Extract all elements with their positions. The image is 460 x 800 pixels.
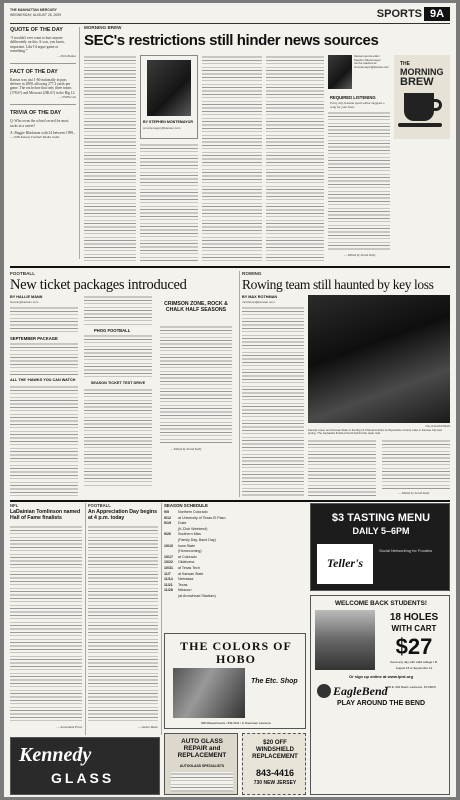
schedule-opponent: Texas bbox=[178, 582, 188, 587]
editor-photo bbox=[328, 55, 352, 89]
eaglebend-signup: Or sign up online at www.lprd.org bbox=[348, 674, 414, 679]
fact-source: — ESPN.com bbox=[58, 95, 76, 100]
quote-title: QUOTE OF THE DAY bbox=[10, 27, 63, 33]
kennedy-glass: GLASS bbox=[51, 770, 115, 786]
quote-text: “I wouldn't ever want to hurt anyone deliberately on this. It was, you know, important. Like I'd argue game or something.” bbox=[10, 36, 65, 54]
schedule-opponent: (K-Club Weekend) bbox=[178, 526, 208, 531]
section-rule bbox=[10, 500, 450, 502]
eaglebend-note: Good any day with valid college I.D. bbox=[390, 660, 438, 664]
golf-photo bbox=[315, 610, 375, 670]
page-number: 9A bbox=[429, 8, 445, 20]
schedule-date: 11/28 bbox=[164, 588, 173, 593]
rowing-article bbox=[242, 271, 450, 499]
schedule-date: 9/26 bbox=[164, 532, 171, 537]
tellers-name: Teller's bbox=[326, 556, 364, 570]
nfl-signoff: — Associated Press bbox=[56, 725, 82, 729]
schedule-opponent: Oklahoma bbox=[178, 560, 195, 565]
rowing-byline: BY MAX ROTHMAN bbox=[242, 295, 278, 299]
ad-heading-line: AUTO GLASS bbox=[181, 738, 223, 745]
newspaper-page bbox=[4, 3, 456, 797]
eaglebend-ad bbox=[310, 595, 450, 795]
season-test-drive-subhead: SEASON TICKET TEST DRIVE bbox=[90, 381, 146, 385]
pullquote-crimson-zone: CRIMSON ZONE, ROCK & CHALK HALF SEASONS bbox=[164, 301, 228, 313]
required-listening-title: REQUIRED LISTENING bbox=[330, 95, 376, 100]
author-photo-box bbox=[140, 55, 198, 139]
eaglebend-price: $27 bbox=[395, 634, 433, 659]
app-signoff: — Austin Mann bbox=[138, 725, 158, 729]
coupon-heading bbox=[243, 740, 306, 761]
eaglebend-dates: August 16 to September 12 bbox=[395, 666, 433, 670]
eaglebend-welcome: WELCOME BACK STUDENTS! bbox=[335, 600, 427, 607]
schedule-opponent: Southern Miss bbox=[178, 532, 201, 537]
kennedy-glass-ad bbox=[10, 737, 160, 795]
trivia-question: Q: Who owns the school record for most sacks in a career? bbox=[10, 119, 69, 128]
schedule-opponent: Duke bbox=[178, 521, 187, 526]
schedule-opponent: at Kansas State bbox=[178, 571, 204, 576]
tellers-time: DAILY 5–6PM bbox=[352, 526, 410, 536]
trivia-source: — 2009 Kansas Football Media Guide bbox=[10, 135, 60, 140]
tellers-headline: $3 TASTING MENU bbox=[331, 512, 431, 524]
schedule-date: 10/31 bbox=[164, 565, 173, 570]
morning-brew-logo bbox=[394, 55, 450, 139]
eaglebend-with-cart: WITH CART bbox=[391, 624, 437, 633]
autoglass-body bbox=[171, 772, 233, 792]
editor-caption: Kansan sports editor Stephen Montemayor can be reached at smontemayor@kansan.com bbox=[354, 54, 389, 69]
coffee-cup-handle bbox=[432, 99, 442, 111]
football-article bbox=[10, 271, 236, 499]
article-text bbox=[308, 439, 376, 497]
section-label: SPORTS bbox=[376, 8, 422, 20]
article-text bbox=[10, 306, 78, 334]
masthead-rule bbox=[10, 23, 450, 24]
rowing-photo-credit: File photo/KANSAN bbox=[425, 424, 450, 428]
nfl-kicker: NFL bbox=[10, 503, 19, 508]
hobo-bags-photo bbox=[173, 668, 245, 718]
trivia-title: TRIVIA OF THE DAY bbox=[10, 110, 62, 117]
ad-heading-line: $20 OFF bbox=[263, 740, 287, 746]
author-photo bbox=[147, 60, 191, 116]
schedule-opponent: (Homecoming) bbox=[178, 549, 202, 554]
eaglebend-logo-icon bbox=[317, 684, 331, 698]
editor-photo-box bbox=[328, 54, 389, 91]
fact-title: FACT OF THE DAY bbox=[10, 68, 58, 75]
sidebar bbox=[10, 27, 76, 267]
schedule-opponent: Iowa State bbox=[178, 543, 195, 548]
article-text bbox=[140, 143, 198, 261]
rowing-signoff: — Edited by Sarah Kelly bbox=[398, 491, 430, 495]
schedule-opponent: Northern Colorado bbox=[178, 510, 208, 514]
schedule-opponent: (Family Day, Band Day) bbox=[178, 537, 216, 542]
schedule-date: 10/22 bbox=[164, 560, 173, 565]
autoglass-sub: AUTOGLASS SPECIALISTS bbox=[179, 764, 225, 768]
schedule-date: 9/5 bbox=[164, 510, 169, 514]
column-rule bbox=[85, 503, 86, 735]
author-email: smontemayor@kansan.com bbox=[143, 126, 181, 130]
ad-heading-line: WINDSHIELD bbox=[256, 747, 294, 753]
article-text bbox=[88, 525, 158, 723]
article-text bbox=[242, 306, 304, 496]
rowing-photo bbox=[308, 295, 450, 423]
trivia-answer: A: Reggie Blackmon with 24 between 1999– bbox=[10, 131, 75, 136]
section-rule bbox=[10, 266, 450, 268]
article-text bbox=[202, 55, 262, 261]
coffee-cup-icon bbox=[404, 93, 434, 121]
ad-heading-line: REPLACEMENT bbox=[177, 752, 227, 759]
football-signoff: — Edited by Sarah Kelly bbox=[170, 447, 202, 451]
appreciation-brief bbox=[88, 503, 158, 735]
schedule-row bbox=[164, 594, 238, 600]
hobo-title: THE COLORS OF HOBO bbox=[180, 639, 292, 666]
article-text bbox=[84, 388, 152, 488]
schedule-date: 9/19 bbox=[164, 521, 171, 526]
sidebar-divider bbox=[10, 104, 76, 105]
kennedy-logo: Kennedy bbox=[19, 744, 92, 766]
hobo-address: 928 Massachusetts • 843-0611 • In Downtown Lawrence bbox=[201, 721, 271, 725]
article-text bbox=[10, 342, 78, 376]
sidebar-rule bbox=[79, 27, 80, 259]
schedule-opponent: at Texas Tech bbox=[178, 565, 200, 570]
morning-brew-signoff: — Edited by Sarah Kelly bbox=[344, 253, 376, 257]
season-schedule bbox=[164, 503, 238, 633]
logo-brew: BREW bbox=[400, 76, 434, 88]
football-kicker: FOOTBALL bbox=[10, 271, 36, 276]
article-text bbox=[328, 111, 390, 251]
app-headline: An Appreciation Day begins at 4 p.m. today bbox=[88, 509, 157, 521]
tellers-logo-box bbox=[317, 544, 373, 584]
schedule-date: 10/10 bbox=[164, 543, 173, 548]
schedule-opponent: at University of Texas El Paso bbox=[178, 515, 226, 520]
eaglebend-address: 1250 E. 902 Road • Lawrence, KS 66047 bbox=[385, 685, 437, 689]
schedule-opponent: (at Arrowhead Stadium) bbox=[178, 593, 216, 598]
schedule-opponent: Missouri bbox=[178, 588, 192, 593]
article-text bbox=[10, 385, 78, 497]
hobo-ad bbox=[164, 633, 306, 729]
article-text bbox=[10, 525, 82, 723]
phog-football-subhead: PHOG FOOTBALL bbox=[94, 328, 131, 333]
masthead bbox=[10, 7, 450, 23]
rowing-photo-caption: Kansas rower and Kansas State in the Big 12 Championships at Wyandotte County Lake in Kansas City last spring. The Jayhawks finished fourth behind the state rival. bbox=[308, 428, 442, 436]
article-text bbox=[160, 325, 232, 445]
sidebar-divider bbox=[10, 63, 76, 64]
schedule-title: SEASON SCHEDULE bbox=[164, 503, 208, 508]
author-byline: BY STEPHEN MONTEMAYOR bbox=[143, 120, 193, 124]
fact-text: Kansas was just 1-60 nationally in pass defense in 2008, allowing 277.2 yards per game. The era before that only three teams (178.6?) and Missouri (286.6?) in the Big 12. bbox=[10, 77, 76, 95]
masthead-date: WEDNESDAY, AUGUST 26, 2009 bbox=[10, 13, 62, 17]
column-rule bbox=[161, 503, 162, 735]
ad-heading-line: REPAIR and bbox=[183, 745, 221, 752]
nfl-brief bbox=[10, 503, 82, 735]
app-kicker: FOOTBALL bbox=[88, 503, 111, 508]
article-text bbox=[382, 439, 450, 489]
rowing-headline: Rowing team still haunted by key loss bbox=[242, 277, 434, 292]
masthead-paper-name: THE MANHATTAN MERCURY bbox=[10, 8, 57, 12]
schedule-opponent: at Colorado bbox=[178, 554, 197, 559]
schedule-opponent: Nebraska bbox=[178, 577, 194, 582]
autoglass-heading bbox=[165, 738, 238, 759]
article-text bbox=[84, 55, 136, 261]
rowing-email: mrothman@kansan.com bbox=[242, 300, 275, 304]
coupon-ad bbox=[242, 733, 306, 795]
tellers-ad bbox=[310, 503, 450, 591]
morning-brew-headline: SEC's restrictions still hinder news sources bbox=[84, 32, 379, 49]
schedule-list bbox=[164, 510, 238, 600]
schedule-date: 9/12 bbox=[164, 515, 171, 520]
coupon-address: 730 NEW JERSEY bbox=[253, 780, 297, 786]
schedule-date: 11/21 bbox=[164, 582, 173, 587]
football-email: hmann@kansan.com bbox=[10, 300, 39, 304]
tellers-tagline: Social Networking for Foodies bbox=[379, 548, 433, 553]
hobo-store-name: The Etc. Shop bbox=[251, 678, 298, 685]
schedule-date: 11/14 bbox=[164, 577, 173, 582]
autoglass-ad bbox=[164, 733, 238, 795]
rowing-kicker: ROWING bbox=[242, 271, 262, 276]
schedule-date bbox=[164, 594, 178, 600]
coffee-saucer bbox=[398, 123, 442, 127]
eaglebend-holes: 18 HOLES bbox=[389, 612, 439, 623]
coupon-phone: 843-4416 bbox=[255, 768, 295, 778]
column-rule bbox=[239, 271, 240, 497]
football-headline: New ticket packages introduced bbox=[10, 277, 187, 293]
article-text bbox=[84, 334, 152, 378]
nfl-headline: LaDainian Tomlinson named Hall of Fame finalists bbox=[10, 509, 81, 521]
logo-the: THE bbox=[400, 61, 410, 67]
article-text bbox=[84, 295, 152, 325]
schedule-date: 11/7 bbox=[164, 571, 171, 576]
logo-morning: MORNING bbox=[400, 67, 444, 77]
morning-brew-article bbox=[84, 25, 450, 265]
eaglebend-cta: PLAY AROUND THE BEND bbox=[336, 700, 426, 707]
football-byline: BY HALLIE MANN bbox=[10, 295, 43, 299]
required-listening-sub: Every day, Kansan sports editor suggests a song for your brew. bbox=[330, 101, 385, 109]
morning-brew-kicker: MORNING BREW bbox=[84, 25, 122, 30]
all-hawks-subhead: ALL THE ‘HAWKS YOU CAN WATCH bbox=[10, 378, 76, 382]
september-package-subhead: SEPTEMBER PACKAGE bbox=[10, 336, 58, 341]
ad-heading-line: REPLACEMENT bbox=[252, 754, 298, 760]
quote-attribution: — Dick Butkus bbox=[56, 53, 76, 58]
page-number-badge bbox=[424, 7, 450, 21]
article-text bbox=[266, 55, 324, 261]
schedule-date: 10/17 bbox=[164, 554, 173, 559]
eaglebend-name: EagleBend bbox=[333, 684, 388, 698]
